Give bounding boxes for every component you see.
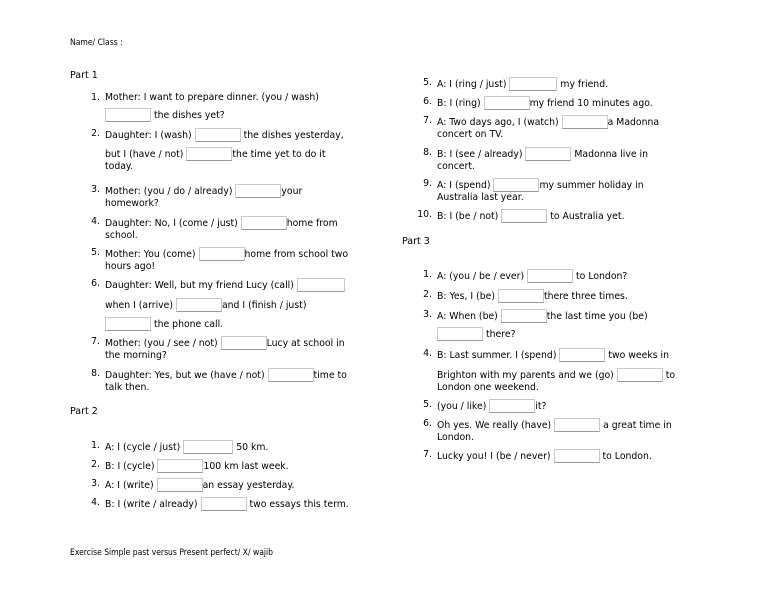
answer-field[interactable] xyxy=(484,96,530,110)
answer-field[interactable] xyxy=(525,147,571,161)
answer-field[interactable] xyxy=(201,497,247,511)
answer-field[interactable] xyxy=(501,309,547,323)
answer-field[interactable] xyxy=(199,247,245,261)
answer-field[interactable] xyxy=(559,348,605,362)
answer-field[interactable] xyxy=(617,368,663,382)
part-2-list-left: 1. A: I (cycle / just) 50 km. 2. B: I (cycle) 100 km last week. 3. A: I (write) an essay yesterday. 4. B: I (write / already) two essays this term. xyxy=(91,440,349,510)
part-3-list: 1. A: (you / be / ever) to London? 2. B: Yes, I (be) there three times. 3. A: When (be) the last time you (be) there? 4. B: Last summer. I (spend) two weeks in Brighton with my parents and we (go) to London one weekend. 5. (you / like) it? 6. Oh yes. We really (have) a great time in London. 7. Lucky you! I (be / never) to London. xyxy=(423,269,676,462)
part-3-title: Part 3 xyxy=(402,236,430,247)
answer-field[interactable] xyxy=(493,178,539,192)
answer-field[interactable] xyxy=(241,216,287,230)
answer-field[interactable] xyxy=(157,478,203,492)
answer-field[interactable] xyxy=(157,459,203,473)
answer-field[interactable] xyxy=(183,440,233,454)
name-class-label: Name/ Class : xyxy=(70,38,123,48)
part-1-title: Part 1 xyxy=(70,70,98,81)
part-2-list-right: 5. A: I (ring / just) my friend. 6. B: I (ring) my friend 10 minutes ago. 7. A: Two days ago, I (watch) a Madonna concert on TV. 8. B: I (see / already) Madonna live in concert. 9. A: I (spend) my summer holiday in Australia last year. 10. B: I (be / not) to Australia yet. xyxy=(417,77,660,222)
answer-field[interactable] xyxy=(221,336,267,350)
answer-field[interactable] xyxy=(186,147,232,161)
answer-field[interactable] xyxy=(501,209,547,223)
answer-field[interactable] xyxy=(509,77,557,91)
answer-field[interactable] xyxy=(268,368,314,382)
answer-field[interactable] xyxy=(554,449,600,463)
answer-field[interactable] xyxy=(105,108,151,122)
answer-field[interactable] xyxy=(105,317,151,331)
answer-field[interactable] xyxy=(297,278,345,292)
footer-caption: Exercise Simple past versus Present perfect/ X/ wajib xyxy=(70,548,273,558)
answer-field[interactable] xyxy=(562,115,608,129)
answer-field[interactable] xyxy=(437,327,483,341)
answer-field[interactable] xyxy=(235,184,281,198)
answer-field[interactable] xyxy=(176,298,222,312)
part-2-title: Part 2 xyxy=(70,406,98,417)
part-1-list: 1. Mother: I want to prepare dinner. (you / wash) the dishes yet? 2. Daughter: I (wash) the dishes yesterday, but I (have / not) the time yet to do it today. 3. Mother: (you / do / already) your homework? 4. Daughter: No, I (come / just) home from school. 5. Mother: You (come) home from school two hours ago! 6. Daughter: Well, but my friend Lucy (call) when I (arrive) and I (finish / just) the phone call. 7. Mother: (you / see / not) Lucy at school in the morning? 8. Daughter: Yes, but we (have / not) time to talk then. xyxy=(91,92,349,393)
answer-field[interactable] xyxy=(489,399,535,413)
answer-field[interactable] xyxy=(498,289,544,303)
answer-field[interactable] xyxy=(554,418,600,432)
answer-field[interactable] xyxy=(527,269,573,283)
answer-field[interactable] xyxy=(195,128,241,142)
